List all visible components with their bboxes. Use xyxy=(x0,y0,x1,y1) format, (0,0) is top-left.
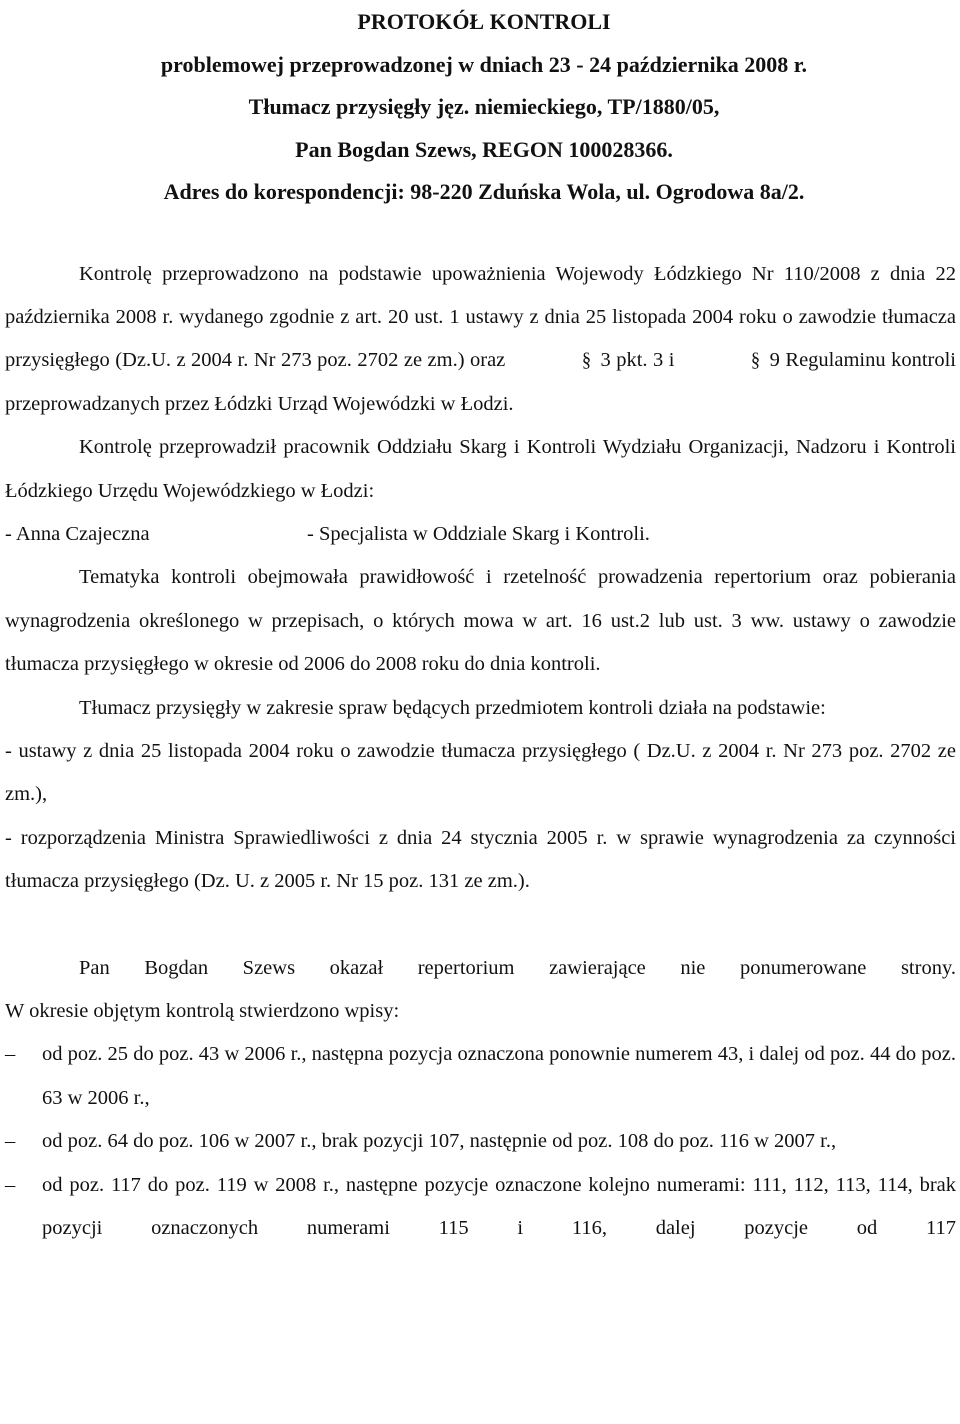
section-symbol: § xyxy=(750,349,760,372)
inspector-role: - Specjalista w Oddziale Skarg i Kontroli. xyxy=(307,522,650,545)
section-symbol: § xyxy=(581,349,591,372)
legal-basis-item: - ustawy z dnia 25 listopada 2004 roku o zawodzie tłumacza przysięgłego ( Dz.U. z 2004 r. Nr 273 poz. 2702 ze zm.), xyxy=(5,739,956,806)
header-line-name: Pan Bogdan Szews, REGON 100028366. xyxy=(295,136,673,162)
header-line-address: Adres do korespondencji: 98-220 Zduńska Wola, ul. Ogrodowa 8a/2. xyxy=(163,179,805,204)
list-dash: – xyxy=(5,1173,16,1196)
paragraph-inspector: Kontrolę przeprowadził pracownik Oddziału Skarg i Kontroli Wydziału Organizacji, Nadzoru i Kontroli Łódzkiego Urzędu Wojewódzkiego w Łodzi: xyxy=(5,436,956,502)
document-title: PROTOKÓŁ KONTROLI xyxy=(357,9,611,34)
legal-basis-item: - rozporządzenia Ministra Sprawiedliwości z dnia 24 stycznia 2005 r. w sprawie wynagrodzenia za czynności tłumacza przysięgłego (Dz. U. z 2005 r. Nr 15 poz. 131 ze zm.). xyxy=(5,826,956,893)
document-body xyxy=(0,253,960,1251)
list-item-text: od poz. 25 do poz. 43 w 2006 r., następna pozycja oznaczona ponownie numerem 43, i dalej od poz. 44 do poz. 63 w 2006 r., xyxy=(42,1043,956,1109)
paragraph-repertorium: Pan Bogdan Szews okazał repertorium zawierające nie ponumerowane strony. xyxy=(79,956,956,979)
inspector-entry xyxy=(5,513,956,556)
inspector-name: - Anna Czajeczna xyxy=(5,522,150,545)
header-line-translator: Tłumacz przysięgły jęz. niemieckiego, TP/1880/05, xyxy=(248,94,720,119)
list-item xyxy=(5,1120,956,1163)
list-item-text: od poz. 117 do poz. 119 w 2008 r., następne pozycje oznaczone kolejno numerami: 111, 112, 113, 114, brak pozycji oznaczonych numerami 115 i 116, dalej pozycje od 117 xyxy=(42,1173,956,1240)
list-dash: – xyxy=(5,1043,16,1066)
paragraph-scope: Tematyka kontroli obejmowała prawidłowość i rzetelność prowadzenia repertorium oraz pobierania wynagrodzenia określonego w przepisach, o których mowa w art. 16 ust.2 lub ust. 3 ww. ustawy o zawodzie tłumacza przysięgłego w okresie od 2006 do 2008 roku do dnia kontroli. xyxy=(5,566,956,676)
paragraph-entries-intro: W okresie objętym kontrolą stwierdzono wpisy: xyxy=(5,1000,400,1022)
list-item xyxy=(5,1164,956,1251)
paragraph-authorization: Kontrolę przeprowadzono na podstawie upoważnienia Wojewody Łódzkiego Nr 110/2008 z dnia 22 października 2008 r. wydanego zgodnie z art. 20 ust. 1 ustawy z dnia 25 listopada 2004 roku o zawodzie tłumacza przysięgłego (Dz.U. z 2004 r. Nr 273 poz. 2702 ze zm.) oraz § 3 pkt. 3 i § 9 Regulaminu kontroli przeprowadzanych przez Łódzki Urząd Wojewódzki w Łodzi. xyxy=(5,262,956,415)
entries-list xyxy=(5,1033,956,1250)
paragraph-legal-basis: Tłumacz przysięgły w zakresie spraw będących przedmiotem kontroli działa na podstawie: xyxy=(79,696,826,719)
header-line-dates: problemowej przeprowadzonej w dniach 23 - 24 października 2008 r. xyxy=(160,51,808,77)
list-dash: – xyxy=(5,1130,16,1153)
list-item-text: od poz. 64 do poz. 106 w 2007 r., brak pozycji 107, następnie od poz. 108 do poz. 116 w 2007 r., xyxy=(42,1130,837,1153)
list-item xyxy=(5,1033,956,1120)
protocol-header xyxy=(0,0,960,214)
